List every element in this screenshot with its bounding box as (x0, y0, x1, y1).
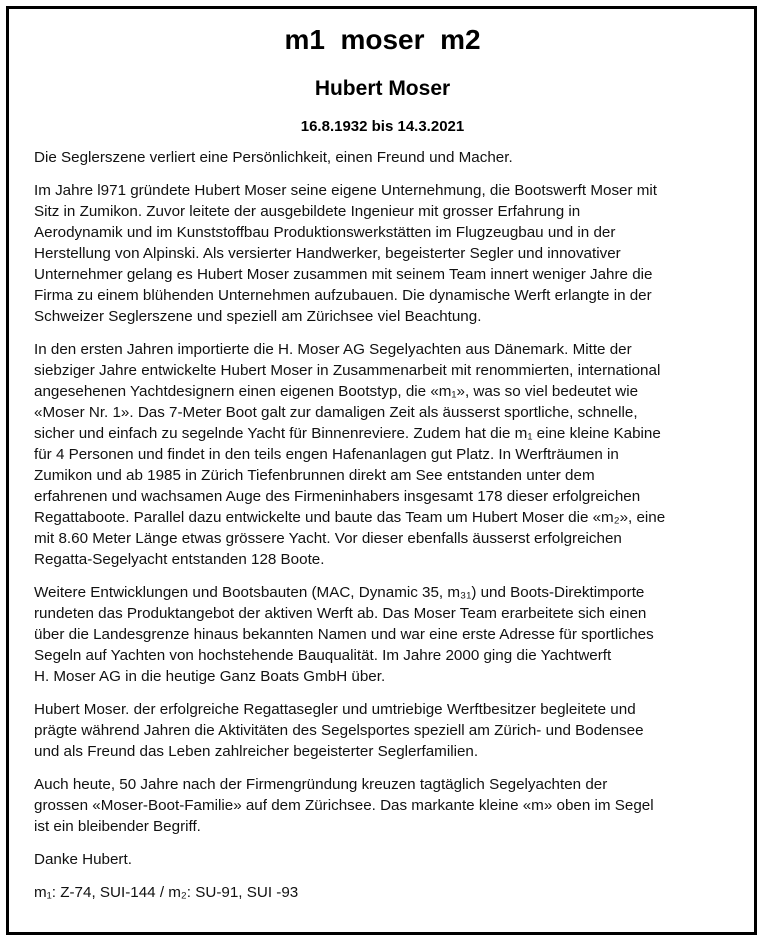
paragraph-sail-numbers (34, 882, 746, 903)
text-line: Weitere Entwicklungen und Bootsbauten (MAC, Dynamic 35, m₃₁) und Boots-Direktimporte (34, 584, 645, 601)
text-line: m₁: Z-74, SUI-144 / m₂: SU-91, SUI -93 (34, 884, 299, 901)
text-line: erfahrenen und wachsamen Auge des Firmeninhabers insgesamt 178 dieser erfolgreichen (34, 488, 641, 505)
paragraph-founding (34, 180, 746, 327)
text-line: Schweizer Seglerszene und speziell am Zürichsee viel Beachtung. (34, 308, 482, 325)
text-line: Hubert Moser. der erfolgreiche Regattasegler und umtriebige Werftbesitzer begleitete und (34, 701, 636, 718)
text-line: Auch heute, 50 Jahre nach der Firmengründung kreuzen tagtäglich Segelyachten der (34, 776, 608, 793)
text-line: H. Moser AG in die heutige Ganz Boats GmbH über. (34, 668, 386, 685)
text-line: Die Seglerszene verliert eine Persönlichkeit, einen Freund und Macher. (34, 149, 513, 166)
paragraph-today (34, 774, 746, 837)
paragraph-boats (34, 339, 746, 570)
text-line: mit 8.60 Meter Länge etwas grössere Yacht. Vor dieser ebenfalls äusserst erfolgreichen (34, 530, 622, 547)
text-line: sicher und einfach zu segelnde Yacht für Binnenreviere. Zudem hat die m₁ eine kleine Kabine (34, 425, 661, 442)
paragraph-intro (34, 147, 746, 168)
text-line: Segeln auf Yachten von hochstehende Bauqualität. Im Jahre 2000 ging die Yachtwerft (34, 647, 612, 664)
document-title: m1 moser m2 (284, 24, 481, 55)
text-line: Zumikon und ab 1985 in Zürich Tiefenbrunnen direkt am See entstanden unter dem (34, 467, 595, 484)
text-line: Regatta-Segelyacht entstanden 128 Boote. (34, 551, 325, 568)
paragraph-legacy (34, 699, 746, 762)
text-line: rundeten das Produktangebot der aktiven Werft ab. Das Moser Team erarbeitete sich einen (34, 605, 647, 622)
text-line: über die Landesgrenze hinaus bekannten Namen und war eine erste Adresse für sportliches (34, 626, 654, 643)
text-line: siebziger Jahre entwickelte Hubert Moser in Zusammenarbeit mit renommierten, international (34, 362, 661, 379)
text-line: prägte während Jahren die Aktivitäten des Segelsportes speziell am Zürich- und Bodensee (34, 722, 644, 739)
text-line: grossen «Moser-Boot-Familie» auf dem Zürichsee. Das markante kleine «m» oben im Segel (34, 797, 654, 814)
obituary-body (34, 147, 746, 915)
text-line: Firma zu einem blühenden Unternehmen aufzubauen. Die dynamische Werft erlangte in der (34, 287, 652, 304)
text-line: Aerodynamik und im Kunststoffbau Produktionswerkstätten im Flugzeugbau und in der (34, 224, 616, 241)
text-line: Regattaboote. Parallel dazu entwickelte und baute das Team um Hubert Moser die «m₂», eine (34, 509, 666, 526)
text-line: Danke Hubert. (34, 851, 132, 868)
text-line: «Moser Nr. 1». Das 7-Meter Boot galt zur damaligen Zeit als äusserst sportliche, schnelle, (34, 404, 638, 421)
text-line: Sitz in Zumikon. Zuvor leitete der ausgebildete Ingenieur mit grosser Erfahrung in (34, 203, 581, 220)
text-line: Unternehmer gelang es Hubert Moser zusammen mit seinem Team innert weniger Jahre die (34, 266, 653, 283)
text-line: angesehenen Yachtdesignern einen eigenen Bootstyp, die «m₁», was so viel bedeutet wie (34, 383, 639, 400)
text-line: ist ein bleibender Begriff. (34, 818, 201, 835)
text-line: und als Freund das Leben zahlreicher begeisterter Seglerfamilien. (34, 743, 479, 760)
text-line: Herstellung von Alpinski. Als versierter Handwerker, begeisterter Segler und innovativer (34, 245, 621, 262)
paragraph-developments (34, 582, 746, 687)
text-line: Im Jahre l971 gründete Hubert Moser seine eigene Unternehmung, die Bootswerft Moser mit (34, 182, 658, 199)
text-line: für 4 Personen und findet in den teils engen Hafenanlagen gut Platz. In Werfträumen in (34, 446, 619, 463)
person-name: Hubert Moser (314, 77, 451, 100)
paragraph-thanks (34, 849, 746, 870)
text-line: In den ersten Jahren importierte die H. Moser AG Segelyachten aus Dänemark. Mitte der (34, 341, 632, 358)
life-dates: 16.8.1932 bis 14.3.2021 (300, 118, 465, 135)
